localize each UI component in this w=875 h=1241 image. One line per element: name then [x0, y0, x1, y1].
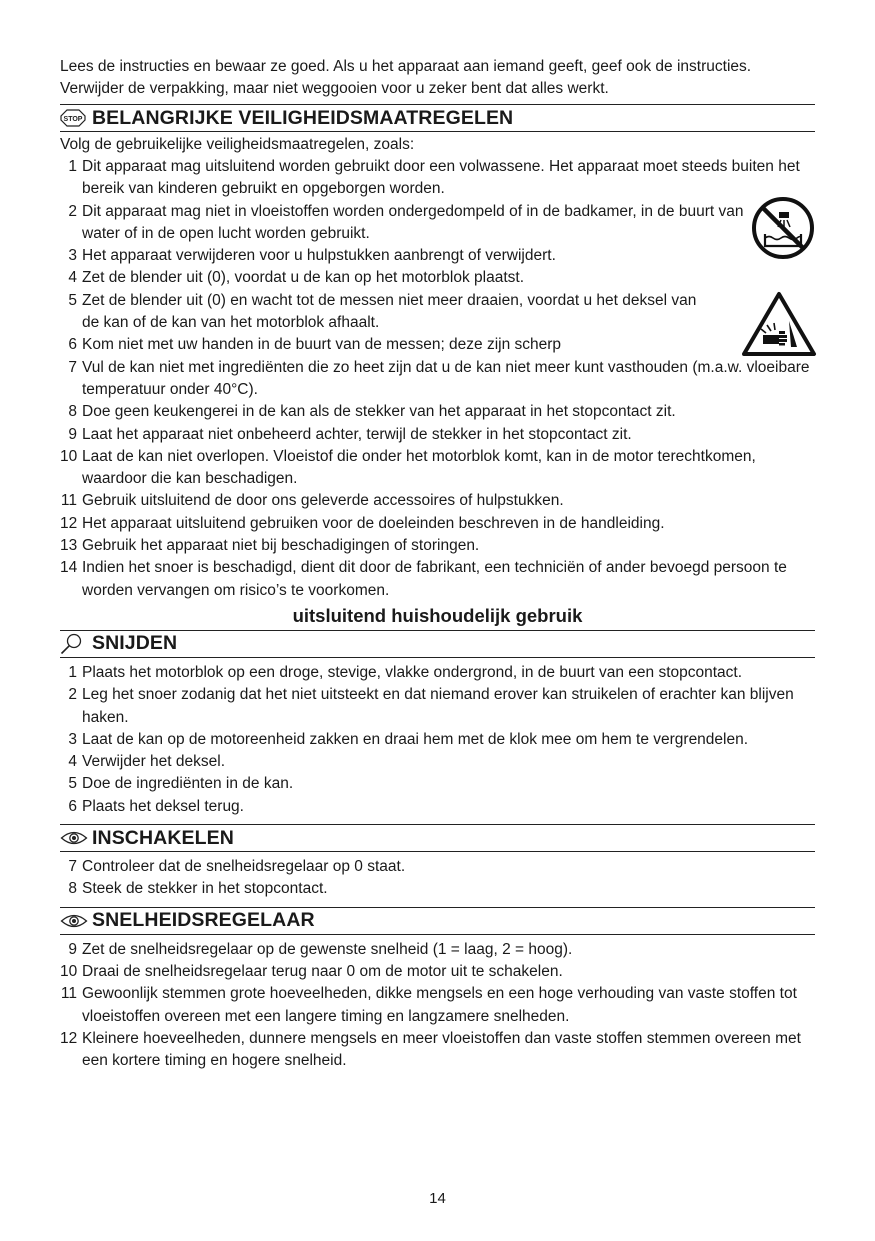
page-number: 14	[429, 1190, 446, 1207]
list-item: 4 Zet de blender uit (0), voordat u de kan op het motorblok plaatst.	[68, 269, 525, 287]
list-item: 2 Leg het snoer zodanig dat het niet uitsteekt en dat niemand erover kan struikelen of erachter kan blijven haken.	[68, 686, 794, 726]
switch-on-title: INSCHAKELEN	[92, 826, 234, 849]
list-item: 13 Gebruik het apparaat niet bij beschadigingen of storingen.	[60, 537, 480, 555]
list-item: 10 Draai de snelheidsregelaar terug naar 0 om de motor uit te schakelen.	[60, 962, 563, 980]
list-item: 1 Plaats het motorblok op een droge, stevige, vlakke ondergrond, in de buurt van een stopcontact.	[68, 663, 743, 681]
list-item: 12 Kleinere hoeveelheden, dunnere mengsels en meer vloeistoffen dan vaste stoffen stemmen overeen met een kortere timing en hogere snelheid.	[60, 1029, 801, 1070]
list-item: 9 Zet de snelheidsregelaar op de gewenste snelheid (1 = laag, 2 = hoog).	[68, 940, 573, 958]
list-item: 5 Doe de ingrediënten in de kan.	[68, 775, 294, 793]
list-item: 9 Laat het apparaat niet onbeheerd achter, terwijl de stekker in het stopcontact zit.	[68, 425, 632, 443]
list-item: 2 Dit apparaat mag niet in vloeistoffen worden ondergedompeld of in de badkamer, in de buurt van water of in de open lucht worden gebruikt.	[68, 202, 744, 242]
cutting-list	[60, 662, 815, 818]
eye-icon	[60, 912, 92, 930]
list-item: 7 Controleer dat de snelheidsregelaar op 0 staat.	[68, 858, 406, 876]
list-item: 14 Indien het snoer is beschadigd, dient dit door de fabrikant, een techniciën of ander bevoegd persoon te worden vervangen om risico’s te voorkomen.	[60, 559, 787, 599]
list-item: 5 Zet de blender uit (0) en wacht tot de messen niet meer draaien, voordat u het deksel van de kan of de kan van het motorblok afhaalt.	[68, 291, 697, 332]
list-item: 11 Gebruik uitsluitend de door ons geleverde accessoires of hulpstukken.	[60, 492, 564, 510]
safety-section-header	[60, 104, 815, 132]
switch-on-list	[60, 856, 815, 901]
eye-icon	[60, 829, 92, 847]
magnifier-icon	[60, 633, 92, 655]
list-item: 3 Laat de kan op de motoreenheid zakken en draai hem met de klok mee om hem te vergrendelen.	[68, 730, 749, 748]
speed-title: SNELHEIDSREGELAAR	[92, 909, 315, 932]
stop-icon	[60, 109, 92, 127]
list-item: 6 Plaats het deksel terug.	[68, 797, 244, 815]
no-water-immersion-icon	[751, 196, 815, 265]
safety-lead: Volg de gebruikelijke veiligheidsmaatregelen, zoals:	[60, 136, 415, 153]
intro-text: Lees de instructies en bewaar ze goed. Als u het apparaat aan iemand geeft, geef ook de instructies. Verwijder de verpakking, maar niet weggooien voor u zeker bent dat alles werkt.	[60, 58, 752, 97]
cutting-section-header	[60, 630, 815, 658]
svg-text:STOP: STOP	[63, 116, 83, 123]
switch-on-section-header	[60, 824, 815, 852]
list-item: 8 Doe geen keukengerei in de kan als de stekker van het apparaat in het stopcontact zit.	[68, 403, 676, 421]
cutting-title: SNIJDEN	[92, 632, 178, 655]
list-item: 12 Het apparaat uitsluitend gebruiken voor de doeleinden beschreven in de handleiding.	[60, 514, 665, 532]
list-item: 8 Steek de stekker in het stopcontact.	[68, 880, 328, 898]
safety-title: BELANGRIJKE VEILIGHEIDSMAATREGELEN	[92, 106, 514, 129]
list-item: 7 Vul de kan niet met ingrediënten die zo heet zijn dat u de kan niet meer kunt vasthouden (m.a.w. vloeibare temperatuur onder 40°C).	[68, 358, 810, 398]
speed-section-header	[60, 907, 815, 935]
list-item: 11 Gewoonlijk stemmen grote hoeveelheden, dikke mengsels en een hoge verhouding van vaste stoffen tot vloeistoffen overeen met een langere timing en langzamere snelheden.	[60, 985, 797, 1025]
list-item: 3 Het apparaat verwijderen voor u hulpstukken aanbrengt of verwijdert.	[68, 247, 556, 265]
list-item: 10 Laat de kan niet overlopen. Vloeistof die onder het motorblok komt, kan in de motor terechtkomen, waardoor die kan beschadigen.	[60, 447, 756, 488]
speed-list	[60, 939, 815, 1073]
manual-page	[60, 56, 815, 1072]
safety-list	[60, 156, 815, 602]
list-item: 4 Verwijder het deksel.	[68, 753, 226, 771]
list-item: 6 Kom niet met uw handen in de buurt van de messen; deze zijn scherp	[68, 336, 562, 354]
list-item: 1 Dit apparaat mag uitsluitend worden gebruikt door een volwassene. Het apparaat moet steeds buiten het bereik van kinderen gebruikt en opgeborgen worden.	[68, 158, 800, 198]
household-use-note: uitsluitend huishoudelijk gebruik	[292, 604, 583, 626]
sharp-blade-warning-icon	[741, 291, 817, 362]
